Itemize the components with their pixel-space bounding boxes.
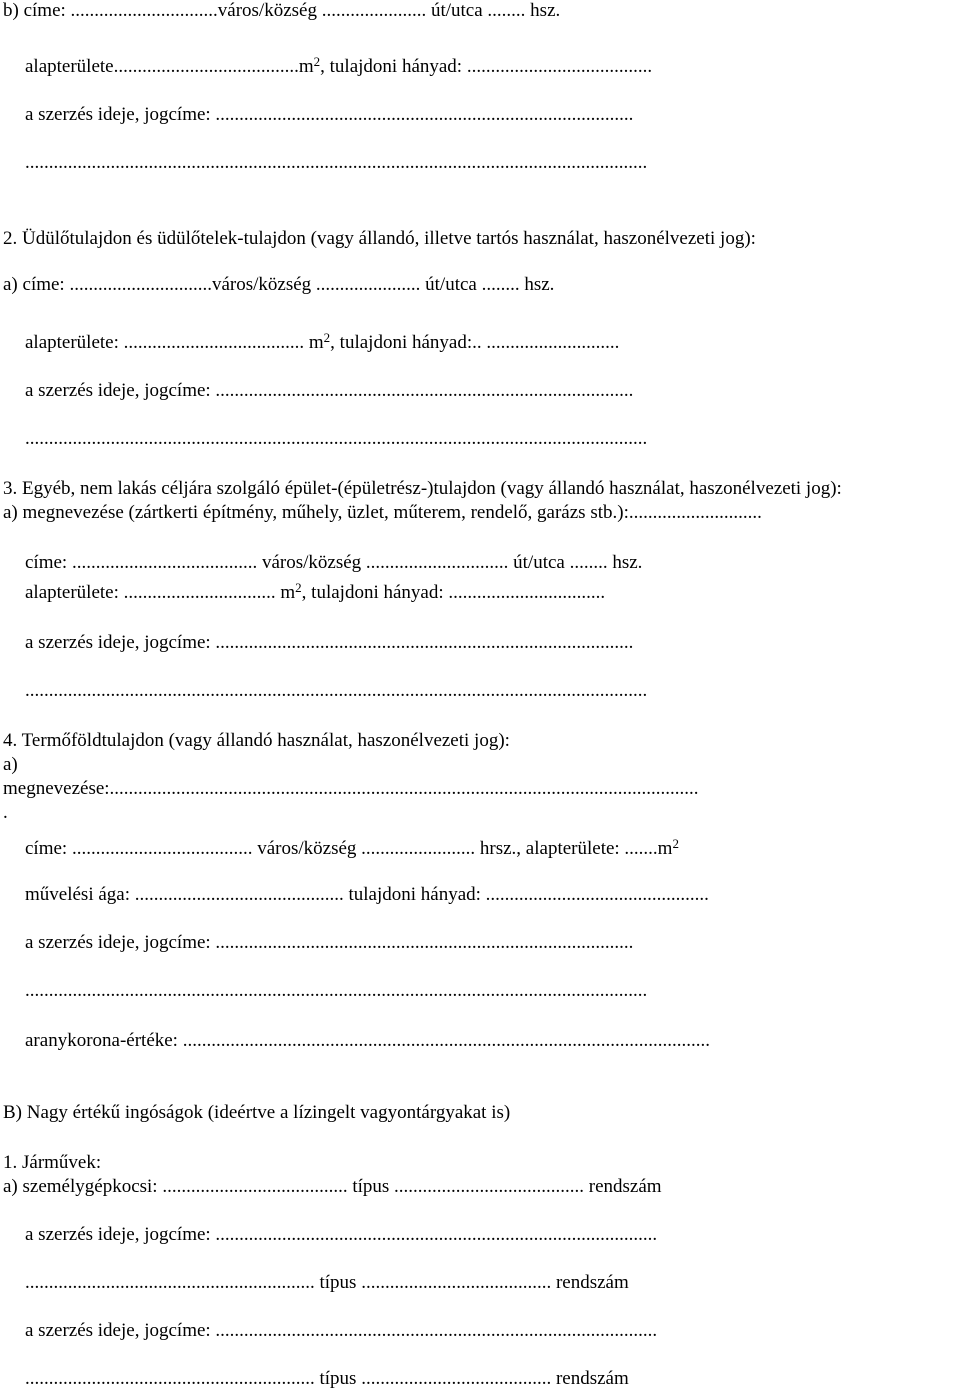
row-4-acquisition: [25, 932, 633, 954]
row-1b-address: [3, 0, 951, 22]
car-field-line: ............................................................. típus ........................................ rendszám: [25, 1272, 629, 1293]
heading-text: B) Nagy értékű ingóságok (ideértve a lízingelt vagyontárgyakat is): [3, 1102, 511, 1123]
row-4-continuation: [25, 980, 647, 1002]
acquisition-field-line: a szerzés ideje, jogcíme: ........................................................................................: [25, 632, 634, 653]
row-3-designation: [3, 502, 762, 524]
acquisition-field-line: a szerzés ideje, jogcíme: ........................................................................................: [25, 380, 634, 401]
dotted-line: ...................................................................................................................................: [25, 428, 648, 449]
row-3-acquisition: [25, 632, 633, 654]
car-field-line: a) személygépkocsi: ....................................... típus ........................................ rendszám: [3, 1176, 662, 1197]
row-b-car: [3, 1176, 662, 1198]
area-label: alapterülete.......................................m: [25, 56, 314, 77]
row-3-area: [25, 582, 605, 604]
row-2-address: [3, 274, 554, 296]
acquisition-field-line: a szerzés ideje, jogcíme: .............................................................................................: [25, 1320, 658, 1341]
address-field-line: címe: ...................................... város/község ........................ hrsz., alapterülete: .......m: [25, 838, 673, 859]
row-2-area: [25, 332, 619, 354]
superscript: 2: [313, 54, 321, 69]
acquisition-field-line: a szerzés ideje, jogcíme: .............................................................................................: [25, 1224, 658, 1245]
car-field-line: ............................................................. típus ........................................ rendszám: [25, 1368, 629, 1389]
gold-crown-field-line: aranykorona-értéke: ...............................................................................................................: [25, 1030, 710, 1051]
heading-text: 1. Járművek:: [3, 1152, 102, 1173]
area-label: alapterülete: ................................ m: [25, 582, 296, 603]
heading-text: 2. Üdülőtulajdon és üdülőtelek-tulajdon (vagy állandó, illetve tartós használat, haszonélvezeti jog):: [3, 228, 756, 249]
item-letter: a): [3, 754, 18, 775]
address-field-line: b) címe: ...............................város/község ...................... út/utca ........ hsz.: [3, 0, 561, 21]
section-3-heading: [3, 478, 842, 500]
row-1b-acquisition: [25, 104, 633, 126]
share-label: , tulajdoni hányad: .......................................: [320, 56, 653, 77]
acquisition-field-line: a szerzés ideje, jogcíme: ........................................................................................: [25, 104, 634, 125]
section-b-heading: [3, 1102, 510, 1124]
row-b-acquisition-2: [25, 1320, 657, 1342]
share-label: , tulajdoni hányad: .................................: [301, 582, 606, 603]
acquisition-field-line: a szerzés ideje, jogcíme: ........................................................................................: [25, 932, 634, 953]
row-b-car-2: [25, 1272, 629, 1294]
address-field-line: címe: ....................................... város/község .............................. út/utca ........ hsz.: [25, 552, 643, 573]
row-4-cultivation: [25, 884, 709, 906]
row-2-continuation: [25, 428, 647, 450]
address-field-line: a) címe: ..............................város/község ...................... út/utca ........ hsz.: [3, 274, 555, 295]
row-4-address: [25, 838, 679, 860]
row-3-continuation: [25, 680, 647, 702]
share-label: , tulajdoni hányad:.. ............................: [330, 332, 620, 353]
heading-text: 3. Egyéb, nem lakás céljára szolgáló épület-(épületrész-)tulajdon (vagy állandó használat, haszonélvezeti jog):: [3, 478, 842, 499]
row-2-acquisition: [25, 380, 633, 402]
designation-field-line: a) megnevezése (zártkerti építmény, műhely, üzlet, műterem, rendelő, garázs stb.):............................: [3, 502, 762, 523]
superscript: 2: [323, 330, 331, 345]
vehicles-heading: [3, 1152, 101, 1174]
dotted-line: ...................................................................................................................................: [25, 680, 648, 701]
row-b-acquisition-1: [25, 1224, 657, 1246]
row-1b-area: [25, 56, 652, 78]
row-b-car-3: [25, 1368, 629, 1390]
row-4-a: [3, 754, 18, 776]
row-3-address: [25, 552, 642, 574]
dotted-line: ...................................................................................................................................: [25, 980, 648, 1001]
superscript: 2: [295, 580, 302, 595]
row-4-dot: [3, 802, 8, 824]
dotted-line: .: [3, 802, 8, 823]
dotted-line: ...................................................................................................................................: [25, 152, 648, 173]
area-label: alapterülete: ...................................... m: [25, 332, 324, 353]
row-1b-continuation: [25, 152, 647, 174]
section-4-heading: [3, 730, 510, 752]
designation-field-line: megnevezése:............................................................................................................................: [3, 778, 699, 799]
row-4-designation: [3, 778, 699, 800]
heading-text: 4. Termőföldtulajdon (vagy állandó használat, haszonélvezeti jog):: [3, 730, 510, 751]
superscript: 2: [672, 836, 679, 851]
row-4-gold-crown: [25, 1030, 710, 1052]
section-2-heading: [3, 228, 756, 250]
cultivation-field-line: művelési ága: ............................................ tulajdoni hányad: ...............................................: [25, 884, 709, 905]
